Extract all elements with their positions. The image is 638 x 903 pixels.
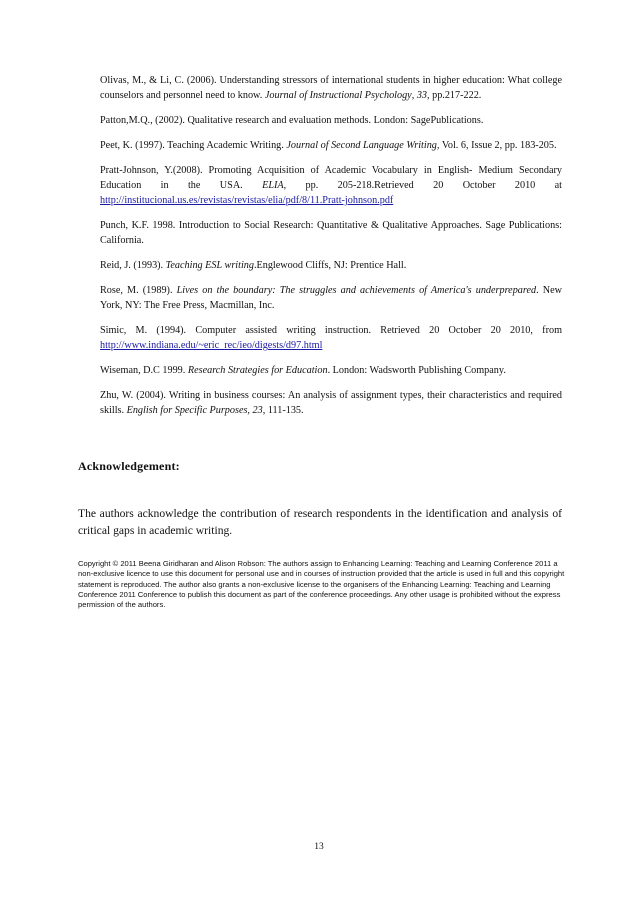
reference-link[interactable]: http://institucional.us.es/revistas/revistas/elia/pdf/8/11.Pratt-johnson.pdf — [100, 195, 394, 206]
reference-italic-text: 33 — [416, 90, 427, 101]
reference-entry — [100, 283, 562, 313]
reference-entry — [100, 138, 562, 153]
reference-italic-text: Research Strategies for Education — [187, 365, 328, 376]
reference-text: , pp. 205-218.Retrieved 20 October 2010 at — [283, 180, 562, 191]
page-number: 13 — [314, 842, 324, 852]
reference-text: Peet, K. (1997). Teaching Academic Writing. — [100, 140, 287, 151]
reference-text: Patton,M.Q., (2002). Qualitative research and evaluation methods. London: SagePublications. — [100, 115, 484, 126]
reference-italic-text: Teaching ESL writing — [165, 260, 254, 271]
reference-entry — [100, 73, 562, 103]
copyright-notice: Copyright © 2011 Beena Giridharan and Alison Robson: The authors assign to Enhancing Learning: Teaching and Learning Conference 2011 a non-exclusive licence to use this document for personal use and in courses of instruction provided that the article is used in full and this copyright statement is reproduced. The author also grants a non-exclusive license to the organisers of the Enhancing Learning: Teaching and Learning Conference 2011 Conference to publish this document as part of the conference proceedings. Any other usage is prohibited without the express permission of the authors. — [78, 559, 565, 610]
reference-entry — [100, 258, 562, 273]
acknowledgement-heading: Acknowledgement: — [78, 459, 180, 473]
reference-text: . London: Wadsworth Publishing Company. — [327, 365, 506, 376]
reference-text: Vol. 6, Issue 2, pp. 183-205. — [439, 140, 557, 151]
reference-text: Punch, K.F. 1998. Introduction to Social Research: Quantitative & Qualitative Approaches. Sage Publications: California. — [100, 220, 562, 246]
reference-entry — [100, 323, 562, 353]
reference-text: Pratt-Johnson, Y.(2008). Promoting Acquisition of Academic Vocabulary in English- Medium Secondary Education in the USA. — [100, 165, 562, 191]
reference-entry — [100, 163, 562, 208]
reference-text: . New York, NY: The Free Press, Macmillan, Inc. — [100, 285, 563, 311]
reference-italic-text: Lives on the boundary: The struggles and achievements of America's underprepared — [176, 285, 537, 296]
reference-link[interactable]: http://www.indiana.edu/~eric_rec/ieo/digests/d97.html — [100, 340, 323, 351]
reference-italic-text: Journal of Second Language Writing, — [286, 140, 440, 151]
reference-text: Reid, J. (1993). — [100, 260, 166, 271]
reference-text: , 111-135. — [262, 405, 304, 416]
reference-text: , — [411, 90, 417, 101]
reference-text: .Englewood Cliffs, NJ: Prentice Hall. — [253, 260, 407, 271]
reference-text: Simic, M. (1994). Computer assisted writing instruction. Retrieved 20 October 20 2010, from — [100, 325, 562, 336]
reference-text: , pp.217-222. — [427, 90, 482, 101]
acknowledgement-body: The authors acknowledge the contribution of research respondents in the identification and analysis of critical gaps in academic writing. — [78, 507, 562, 537]
reference-italic-text: ELIA — [262, 180, 284, 191]
reference-text: Zhu, W. (2004). Writing in business courses: An analysis of assignment types, their characteristics and required skills. — [100, 390, 562, 416]
reference-entry — [100, 363, 562, 378]
reference-text: Wiseman, D.C 1999. — [100, 365, 188, 376]
reference-italic-text: Journal of Instructional Psychology — [264, 90, 412, 101]
reference-text: Olivas, M., & Li, C. (2006). Understanding stressors of international students in higher education: What college counselors and personnel need to know. — [100, 75, 562, 101]
reference-italic-text: English for Specific Purposes, 23 — [126, 405, 263, 416]
reference-list — [100, 73, 562, 428]
reference-entry — [100, 218, 562, 248]
reference-entry — [100, 113, 562, 128]
reference-text: Rose, M. (1989). — [100, 285, 177, 296]
reference-entry — [100, 388, 562, 418]
